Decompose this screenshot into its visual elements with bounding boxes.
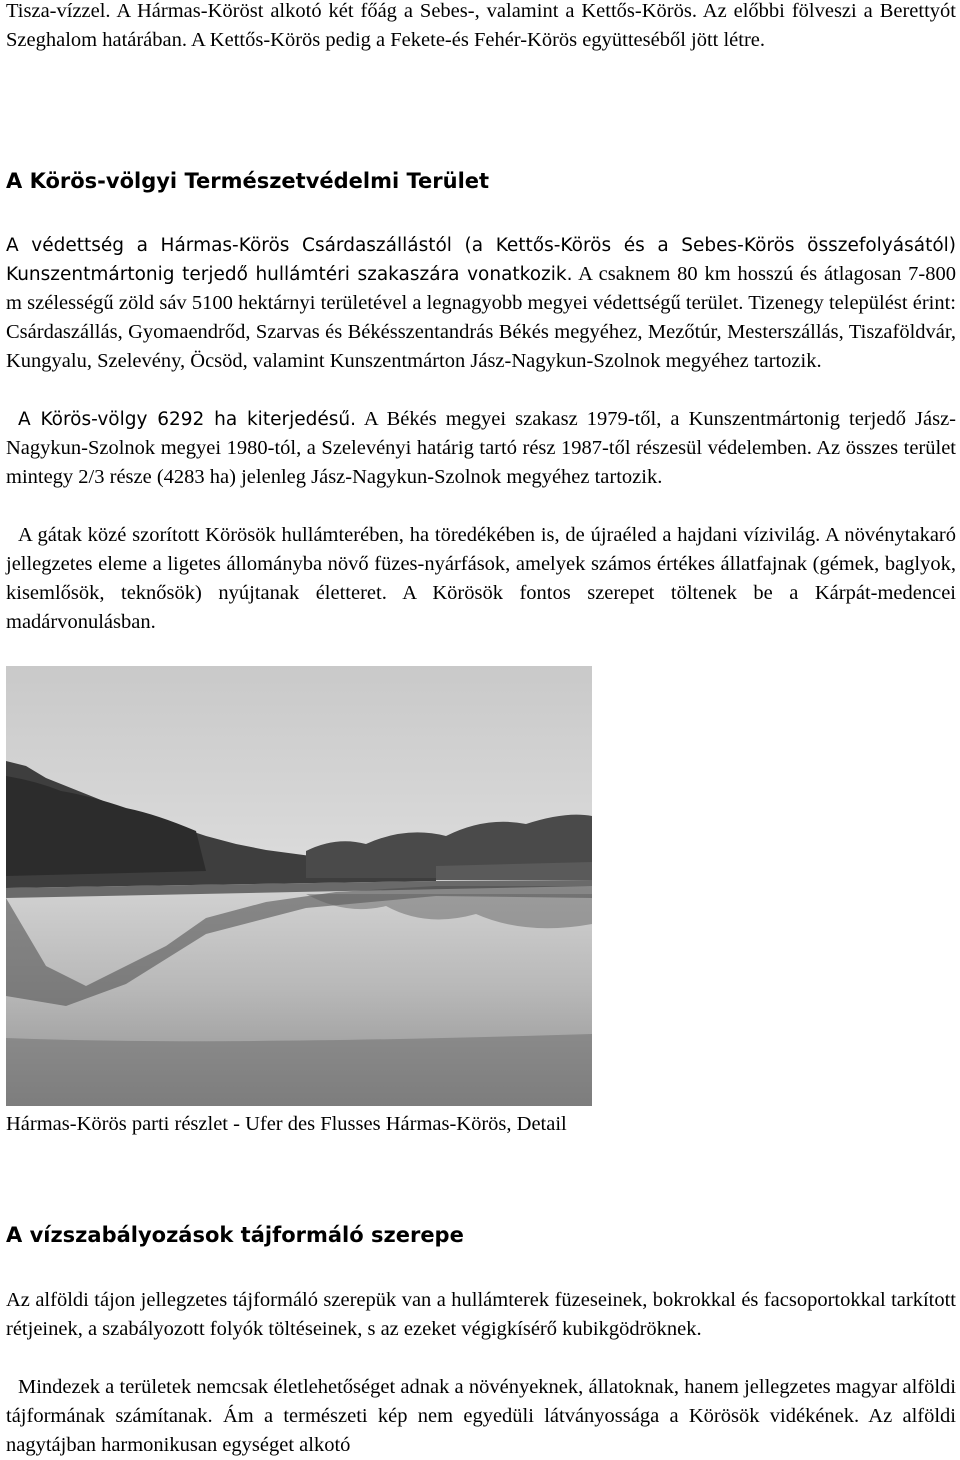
paragraph-segment: A Békés megyei szakasz 1979-től, a Kunszentmártonig terjedő Jász-Nagykun-Szolnok megyei 1980-tól, a Szelevényi határig tartó rész 1987-től részesül védelemben. Az összes terület mintegy 2/3 része (4283 ha) jelenleg Jász-Nagykun-Szolnok megyéhez tartozik. — [6, 408, 956, 488]
body-paragraph-landscape: Az alföldi tájon jellegzetes tájformáló szerepük van a hullámterek füzeseinek, bokrokkal és facsoportokkal tarkított rétjeinek, a szabályozott folyók töltéseinek, s az ezeket végigkísérő kubikgödröknek. — [6, 1289, 956, 1340]
paragraph-segment: A védettség a Hármas-Körös Csárdaszállástól (a Kettős-Körös és a Sebes-Körös összefolyásától) Kunszentmártonig terjedő hullámtéri szakaszára vonatkozik. — [6, 235, 956, 285]
body-paragraph-extent — [6, 405, 956, 492]
intro-paragraph: Tisza-vízzel. A Hármas-Köröst alkotó két főág a Sebes-, valamint a Kettős-Körös. Az előbbi fölveszi a Berettyót Szeghalom határában. A Kettős-Körös pedig a Fekete-és Fehér-Körös együtteséből jött létre. — [6, 0, 956, 51]
river-landscape-image — [6, 666, 592, 1106]
body-paragraph-wildlife: A gátak közé szorított Körösök hullámterében, ha töredékében is, de újraéled a hajdani vízivilág. A növénytakaró jellegzetes eleme a ligetes állományba növő füzes-nyárfások, amelyek számos értékes állatfajnak (gémek, baglyok, kisemlősök, teknősök) nyújtanak életteret. A Körösök fontos szerepet töltenek be a Kárpát-medencei madárvonulásban. — [6, 524, 956, 633]
paragraph-segment: Tizenegy települést érint: Csárdaszállás, Gyomaendrőd, Szarvas és Békésszentandrás Békés megyéhez, Mezőtúr, Mesterszállás, Tiszaföldvár, Kungyalu, Szelevény, Öcsöd, valamint Kunszentmárton Jász-Nagykun-Szolnok megyéhez tartozik. — [6, 292, 956, 372]
section-heading-koros-volgy: A Körös-völgyi Természetvédelmi Terület — [6, 169, 490, 193]
section-heading-river-regulation: A vízszabályozások tájformáló szerepe — [6, 1223, 464, 1247]
body-paragraph-protection-area — [6, 231, 956, 376]
body-paragraph-lowland: Mindezek a területek nemcsak életlehetőséget adnak a növényeknek, állatoknak, hanem jellegzetes magyar alföldi tájformának számítanak. Ám a természeti kép nem egyedüli látványossága a Körösök vidékének. Az alföldi nagytájban harmonikusan egységet alkotó — [6, 1376, 956, 1456]
paragraph-segment: A csaknem 80 km hosszú és átlagosan 7-800 m szélességű zöld sáv 5100 hektárnyi területével a legnagyobb megyei védettségű terület. — [6, 263, 956, 314]
river-landscape-photo — [6, 666, 592, 1106]
photo-caption: Hármas-Körös parti részlet - Ufer des Flusses Hármas-Körös, Detail — [6, 1113, 567, 1135]
paragraph-segment: A Körös-völgy 6292 ha kiterjedésű. — [18, 409, 356, 430]
